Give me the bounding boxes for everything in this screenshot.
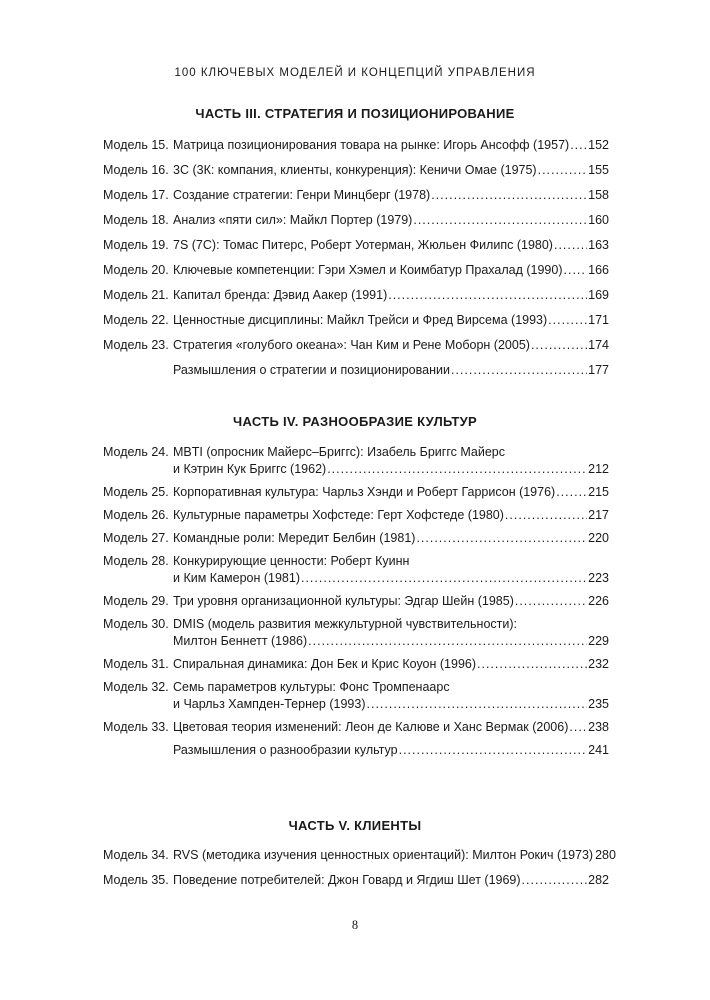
toc-entry-text [173,484,609,501]
entry-title: и Чарльз Хампден-Тернер (1993) [173,697,366,711]
toc-line [173,742,609,759]
dot-leader [367,696,588,713]
entry-title: Создание стратегии: Генри Минцберг (1978) [173,188,431,202]
toc-line [173,872,609,889]
model-number: Модель 33. [103,720,169,734]
toc-line [173,162,609,179]
entry-title: Семь параметров культуры: Фонс Тромпенаарс [173,680,450,694]
toc-entry [103,484,609,501]
page-ref: 163 [588,238,609,252]
toc-line [173,484,609,501]
toc-entry [103,237,609,254]
toc-line [173,656,609,673]
entry-title: RVS (методика изучения ценностных ориентаций): Милтон Рокич (1973) [173,848,594,862]
toc-line [173,679,609,696]
entry-title: 7S (7С): Томас Питерс, Роберт Уотерман, Жюльен Филипс (1980) [173,238,553,252]
toc-entry-text [173,593,609,610]
toc-line [173,696,609,713]
page-ref: 152 [588,138,609,152]
entry-title: Культурные параметры Хофстеде: Герт Хофстеде (1980) [173,508,504,522]
dot-leader [515,593,587,610]
part-3-toc [103,137,609,379]
toc-entry [103,530,609,547]
toc-entry-text [173,872,609,889]
toc-entry-text [173,530,609,547]
toc-entry [103,312,609,329]
model-number: Модель 19. [103,238,169,252]
toc-entry-text [173,312,609,329]
toc-entry [103,616,609,650]
model-number: Модель 32. [103,680,169,694]
page-ref: 217 [588,508,609,522]
entry-title: Командные роли: Мередит Белбин (1981) [173,531,416,545]
page-ref: 238 [588,720,609,734]
model-number: Модель 27. [103,531,169,545]
dot-leader [564,262,588,279]
page-ref: 174 [588,338,609,352]
page-ref: 241 [588,743,609,757]
model-number: Модель 17. [103,188,169,202]
model-number [103,362,173,379]
page-ref: 212 [588,462,609,476]
model-number: Модель 24. [103,445,169,459]
model-number: Модель 18. [103,213,169,227]
toc-entry [103,137,609,154]
entry-title: и Ким Камерон (1981) [173,571,300,585]
page-number: 8 [351,918,359,932]
toc-entry-text [173,187,609,204]
model-number: Модель 21. [103,288,169,302]
entry-title: Поведение потребителей: Джон Говард и Ягдиш Шет (1969) [173,873,521,887]
toc-entry [103,287,609,304]
toc-entry [103,507,609,524]
toc-line [173,237,609,254]
model-number: Модель 20. [103,263,169,277]
toc-entry [103,262,609,279]
part-4-heading: ЧАСТЬ IV. РАЗНООБРАЗИЕ КУЛЬТУР [233,414,477,429]
entry-title: Ценностные дисциплины: Майкл Трейси и Фред Вирсема (1993) [173,313,548,327]
page-ref: 235 [588,697,609,711]
toc-entry-text [173,362,609,379]
model-number: Модель 22. [103,313,169,327]
entry-title: Цветовая теория изменений: Леон де Калюве и Ханс Вермак (2006) [173,720,569,734]
page-ref: 215 [588,485,609,499]
entry-title: DMIS (модель развития межкультурной чувствительности): [173,617,517,631]
toc-line [173,507,609,524]
toc-line [173,362,609,379]
page-ref: 169 [588,288,609,302]
dot-leader [554,237,587,254]
toc-line [173,461,609,478]
dot-leader [431,187,587,204]
dot-leader [399,742,588,759]
toc-line [173,847,616,864]
dot-leader [308,633,587,650]
page-ref: 158 [588,188,609,202]
model-number: Модель 34. [103,848,169,862]
dot-leader [416,530,587,547]
model-number: Модель 30. [103,617,169,631]
model-number: Модель 23. [103,338,169,352]
running-header: 100 КЛЮЧЕВЫХ МОДЕЛЕЙ И КОНЦЕПЦИЙ УПРАВЛЕНИЯ [174,67,536,79]
toc-line [173,570,609,587]
toc-entry [103,719,609,736]
toc-line [173,312,609,329]
model-number [103,742,173,759]
dot-leader [301,570,587,587]
toc-entry [103,742,609,759]
model-number: Модель 16. [103,163,169,177]
toc-entry [103,872,609,889]
part-3-heading: ЧАСТЬ III. СТРАТЕГИЯ И ПОЗИЦИОНИРОВАНИЕ [195,106,515,121]
page-ref: 229 [588,634,609,648]
toc-entry [103,187,609,204]
dot-leader [548,312,587,329]
toc-entry-text [173,262,609,279]
dot-leader [556,484,587,501]
entry-title: и Кэтрин Кук Бриггс (1962) [173,462,327,476]
page-ref: 220 [588,531,609,545]
page-ref: 223 [588,571,609,585]
entry-title: Ключевые компетенции: Гэри Хэмел и Коимбатур Прахалад (1990) [173,263,563,277]
page-ref: 155 [588,163,609,177]
entry-title: 3С (3К: компания, клиенты, конкуренция): Кеничи Омае (1975) [173,163,537,177]
part-5-toc [103,847,616,889]
toc-line [173,262,609,279]
page-ref: 232 [588,657,609,671]
dot-leader [505,507,587,524]
toc-entry [103,162,609,179]
toc-entry-text [173,337,609,354]
page-ref: 177 [588,363,609,377]
toc-entry-text [173,847,616,864]
dot-leader [327,461,587,478]
dot-leader [477,656,587,673]
page-ref: 282 [588,873,609,887]
toc-line [173,137,609,154]
toc-line [173,633,609,650]
dot-leader [522,872,588,889]
toc-entry-text [173,444,609,478]
toc-line [173,212,609,229]
entry-title: Анализ «пяти сил»: Майкл Портер (1979) [173,213,413,227]
entry-title: Стратегия «голубого океана»: Чан Ким и Рене Моборн (2005) [173,338,530,352]
dot-leader [531,337,587,354]
entry-title: Три уровня организационной культуры: Эдгар Шейн (1985) [173,594,514,608]
part-4-toc [103,444,609,759]
entry-title: Размышления о разнообразии культур [173,743,398,757]
part-5-heading: ЧАСТЬ V. КЛИЕНТЫ [288,818,422,833]
dot-leader [569,719,587,736]
model-number: Модель 25. [103,485,169,499]
toc-entry-text [173,162,609,179]
model-number: Модель 28. [103,554,169,568]
toc-entry [103,553,609,587]
entry-title: Корпоративная культура: Чарльз Хэнди и Роберт Гаррисон (1976) [173,485,556,499]
toc-line [173,616,609,633]
page-ref: 166 [588,263,609,277]
page-ref: 171 [588,313,609,327]
entry-title: MBTI (опросник Майерс–Бриггс): Изабель Бриггс Майерс [173,445,505,459]
toc-line [173,187,609,204]
toc-entry-text [173,742,609,759]
toc-entry-text [173,137,609,154]
entry-title: Матрица позиционирования товара на рынке: Игорь Ансофф (1957) [173,138,570,152]
dot-leader [570,137,587,154]
toc-entry-text [173,507,609,524]
page-ref: 226 [588,594,609,608]
toc-line [173,719,609,736]
model-number: Модель 35. [103,873,169,887]
model-number: Модель 31. [103,657,169,671]
toc-entry-text [173,656,609,673]
toc-entry-text [173,679,609,713]
dot-leader [388,287,587,304]
toc-entry-text [173,212,609,229]
dot-leader [413,212,587,229]
page-ref: 160 [588,213,609,227]
toc-line [173,337,609,354]
toc-line [173,287,609,304]
toc-entry-text [173,287,609,304]
toc-line [173,553,609,570]
toc-entry [103,444,609,478]
entry-title: Спиральная динамика: Дон Бек и Крис Коуон (1996) [173,657,477,671]
toc-line [173,530,609,547]
dot-leader [451,362,587,379]
toc-entry [103,679,609,713]
model-number: Модель 15. [103,138,169,152]
toc-entry [103,362,609,379]
toc-entry [103,212,609,229]
toc-line [173,444,609,461]
model-number: Модель 29. [103,594,169,608]
model-number: Модель 26. [103,508,169,522]
entry-title: Конкурирующие ценности: Роберт Куинн [173,554,410,568]
page-ref: 280 [595,848,616,862]
entry-title: Капитал бренда: Дэвид Аакер (1991) [173,288,388,302]
entry-title: Размышления о стратегии и позиционировании [173,363,450,377]
toc-entry-text [173,553,609,587]
toc-entry-text [173,237,609,254]
toc-entry-text [173,719,609,736]
toc-entry [103,593,609,610]
entry-title: Милтон Беннетт (1986) [173,634,308,648]
toc-entry [103,337,609,354]
dot-leader [538,162,588,179]
toc-entry [103,847,616,864]
toc-entry [103,656,609,673]
toc-entry-text [173,616,609,650]
toc-line [173,593,609,610]
